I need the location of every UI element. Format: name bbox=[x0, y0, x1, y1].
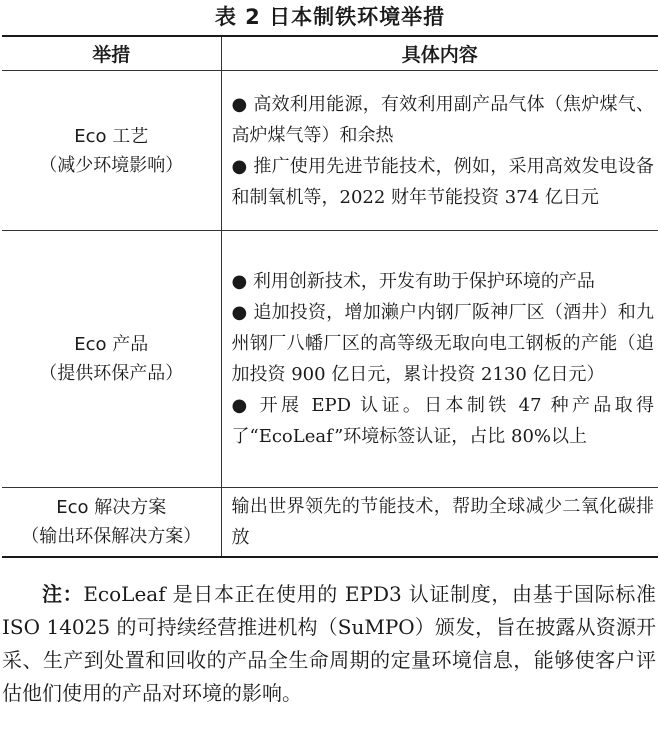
header-measure: 举措 bbox=[2, 36, 221, 71]
table-title: 表 2 日本制铁环境举措 bbox=[214, 5, 446, 29]
table-row-eco-process bbox=[2, 71, 658, 231]
content-cell bbox=[221, 71, 658, 231]
measure-name: Eco 解决方案 bbox=[56, 496, 167, 518]
content-item: ● 推广使用先进节能技术，例如，采用高效发电设备和制氧机等，2022 财年节能投资 374 亿日元 bbox=[231, 155, 654, 208]
header-content: 具体内容 bbox=[221, 36, 658, 71]
table-row-eco-solution bbox=[2, 488, 658, 557]
measure-subtitle: （提供环保产品） bbox=[39, 363, 184, 384]
measure-name: Eco 产品 bbox=[74, 334, 149, 355]
measures-table bbox=[2, 35, 658, 558]
content-item: 输出世界领先的节能技术，帮助全球减少二氧化碳排放 bbox=[231, 495, 654, 548]
measure-cell bbox=[2, 488, 221, 557]
measure-subtitle: （输出环保解决方案） bbox=[21, 525, 202, 547]
content-item: ● 追加投资，增加濑户内钢厂阪神厂区（酒井）和九州钢厂八幡厂区的高等级无取向电工钢板的产能（追加投资 900 亿日元，累计投资 2130 亿日元） bbox=[231, 302, 654, 385]
note-label: 注： bbox=[42, 582, 84, 606]
content-item: ● 高效利用能源，有效利用副产品气体（焦炉煤气、高炉煤气等）和余热 bbox=[231, 93, 654, 146]
table-row-eco-product bbox=[2, 231, 658, 488]
measure-subtitle: （减少环境影响） bbox=[39, 154, 184, 176]
content-item: ● 利用创新技术，开发有助于保护环境的产品 bbox=[231, 271, 595, 292]
content-cell bbox=[221, 231, 658, 488]
note-text: EcoLeaf 是日本正在使用的 EPD3 认证制度，由基于国际标准 ISO 14025 的可持续经营推进机构（SuMPO）颁发，旨在披露从资源开采、生产到处置和回收的产品全生命周期的定量环境信息，能够使客户评估他们使用的产品对环境的影响。 bbox=[2, 582, 656, 705]
content-item: ● 开展 EPD 认证。日本制铁 47 种产品取得了“EcoLeaf”环境标签认证，占比 80%以上 bbox=[231, 395, 654, 447]
measure-cell bbox=[2, 71, 221, 231]
table-note bbox=[2, 578, 656, 710]
table-header-row bbox=[2, 36, 658, 71]
content-cell bbox=[221, 488, 658, 557]
measure-cell bbox=[2, 231, 221, 488]
measure-name: Eco 工艺 bbox=[74, 125, 149, 147]
